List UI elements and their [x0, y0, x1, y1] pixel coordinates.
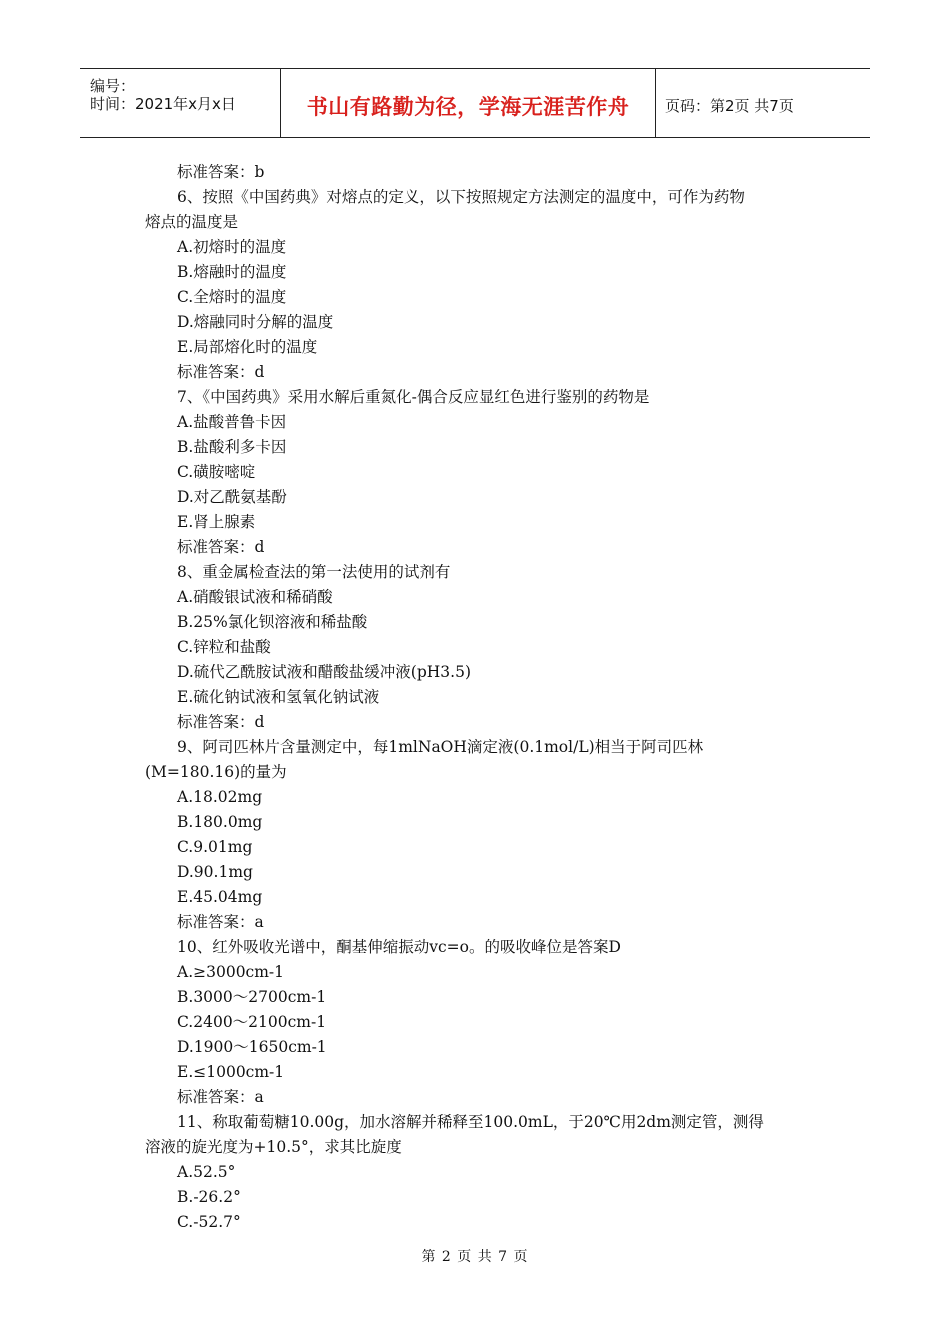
option-line: D.90.1mg: [177, 863, 253, 881]
option-line: A.初熔时的温度: [177, 238, 287, 256]
question-line: 熔点的温度是: [145, 213, 239, 231]
option-line: A.盐酸普鲁卡因: [177, 413, 287, 431]
page-footer: 第 2 页 共 7 页: [421, 1249, 529, 1265]
option-line: E.≤1000cm-1: [177, 1063, 285, 1081]
option-line: B.熔融时的温度: [177, 263, 287, 281]
option-line: E.硫化钠试液和氢氧化钠试液: [177, 688, 380, 706]
question-line: 10、红外吸收光谱中，酮基伸缩振动vc=o。的吸收峰位是答案D: [177, 938, 621, 956]
header-page-cell: [655, 69, 870, 137]
answer-line: 标准答案：a: [177, 913, 264, 931]
option-line: C.磺胺嘧啶: [177, 463, 256, 481]
option-line: E.肾上腺素: [177, 513, 256, 531]
question-line: 溶液的旋光度为+10.5°，求其比旋度: [145, 1138, 402, 1156]
document-number-label: 编号：: [90, 77, 136, 95]
option-line: C.-52.7°: [177, 1213, 241, 1231]
question-line: 8、重金属检查法的第一法使用的试剂有: [177, 563, 451, 581]
question-line: (M=180.16)的量为: [145, 763, 287, 781]
option-line: E.局部熔化时的温度: [177, 338, 318, 356]
header-motto: 书山有路勤为径，学海无涯苦作舟: [306, 95, 630, 119]
header-motto-cell: [280, 69, 656, 137]
question-line: 9、阿司匹林片含量测定中，每1mlNaOH滴定液(0.1mol/L)相当于阿司匹林: [177, 738, 704, 756]
question-line: 7、《中国药典》采用水解后重氮化-偶合反应显红色进行鉴别的药物是: [177, 388, 650, 406]
option-line: D.对乙酰氨基酚: [177, 488, 287, 506]
answer-line: 标准答案：b: [177, 163, 265, 181]
option-line: C.全熔时的温度: [177, 288, 287, 306]
option-line: A.硝酸银试液和稀硝酸: [177, 588, 333, 606]
answer-line: 标准答案：d: [177, 538, 265, 556]
header-info-cell: [80, 69, 280, 137]
option-line: B.25%氯化钡溶液和稀盐酸: [177, 613, 368, 631]
option-line: C.2400～2100cm-1: [177, 1013, 327, 1031]
answer-line: 标准答案：a: [177, 1088, 264, 1106]
answer-line: 标准答案：d: [177, 713, 265, 731]
page-header: [80, 68, 870, 138]
option-line: D.熔融同时分解的温度: [177, 313, 334, 331]
option-line: C.9.01mg: [177, 838, 253, 856]
option-line: D.硫代乙酰胺试液和醋酸盐缓冲液(pH3.5): [177, 663, 471, 681]
question-line: 11、称取葡萄糖10.00g，加水溶解并稀释至100.0mL，于20℃用2dm测定管，测得: [177, 1113, 764, 1131]
answer-line: 标准答案：d: [177, 363, 265, 381]
option-line: A.≥3000cm-1: [177, 963, 285, 981]
header-page-number: 页码：第2页 共7页: [665, 97, 794, 115]
option-line: C.锌粒和盐酸: [177, 638, 271, 656]
option-line: B.3000～2700cm-1: [177, 988, 327, 1006]
document-body: [145, 160, 825, 1235]
option-line: B.盐酸利多卡因: [177, 438, 287, 456]
option-line: A.52.5°: [177, 1163, 236, 1181]
option-line: B.180.0mg: [177, 813, 263, 831]
option-line: B.-26.2°: [177, 1188, 241, 1206]
option-line: E.45.04mg: [177, 888, 263, 906]
option-line: D.1900～1650cm-1: [177, 1038, 327, 1056]
document-time-label: 时间：2021年x月x日: [90, 95, 236, 113]
option-line: A.18.02mg: [177, 788, 263, 806]
question-line: 6、按照《中国药典》对熔点的定义，以下按照规定方法测定的温度中，可作为药物: [177, 188, 745, 206]
